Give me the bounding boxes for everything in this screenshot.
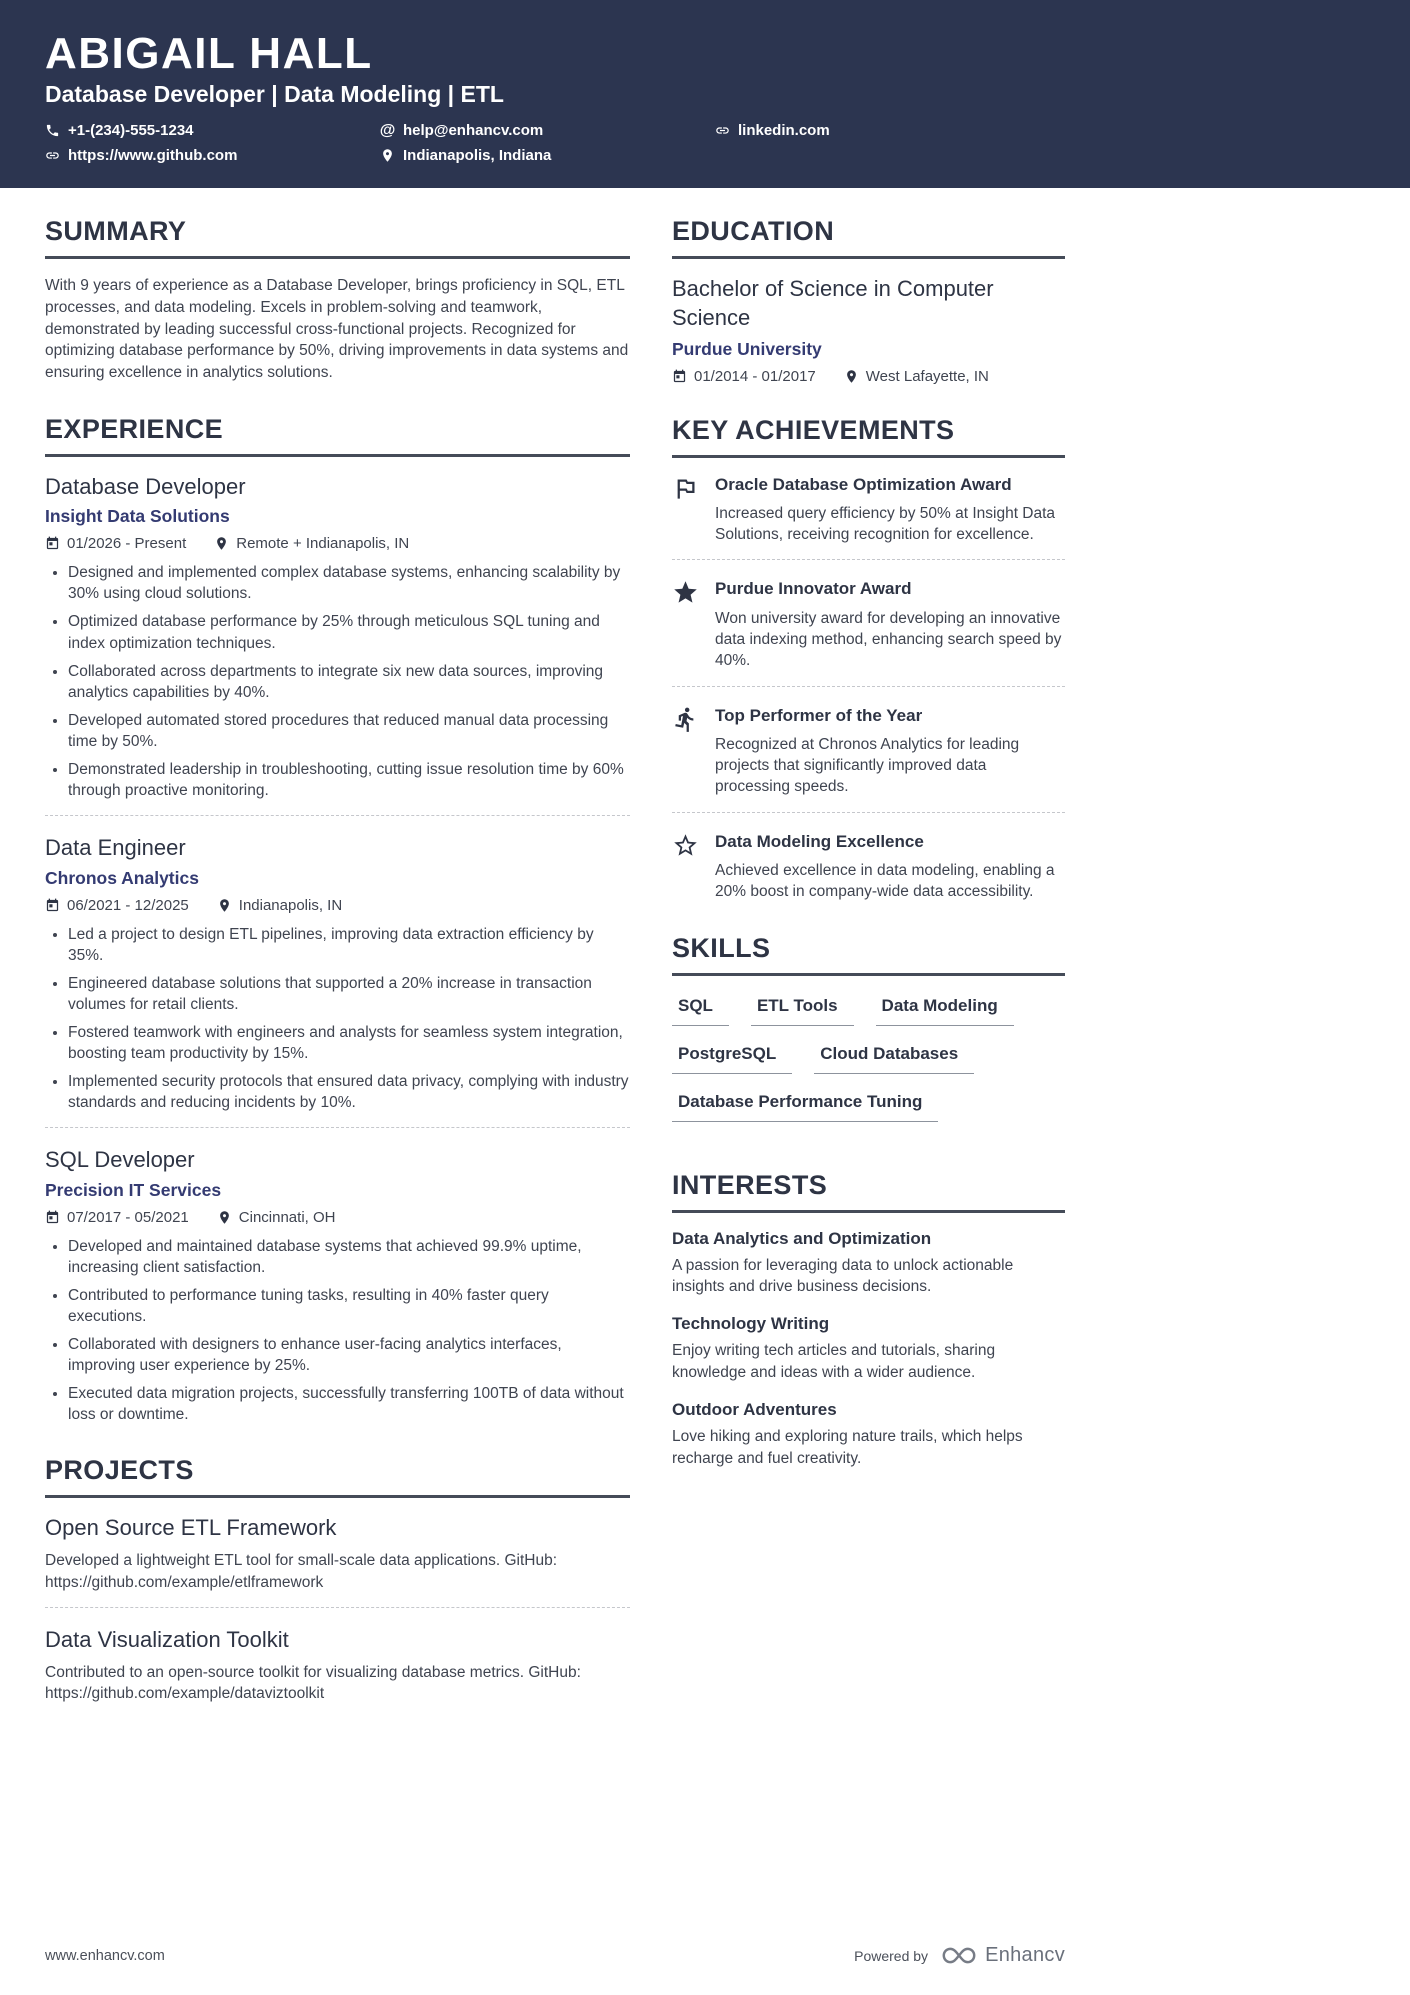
- powered-by: [854, 1944, 1065, 1967]
- achievement-description: Achieved excellence in data modeling, enabling a 20% boost in company-wide data accessibility.: [715, 861, 1055, 901]
- job-location: [217, 897, 342, 914]
- star-outline-icon: [672, 832, 699, 859]
- bullet-item: • Collaborated across departments to integrate six new data sources, improving analytics capabilities by 40%.: [68, 661, 630, 703]
- summary-text: With 9 years of experience as a Database Developer, brings proficiency in SQL, ETL processes, and data modeling. Excels in problem-solving and teamwork, demonstrated by leading successful cross-functional projects. Recognized for optimizing database performance by 50%, driving improvements in data systems and ensuring excellence in analytics solutions.: [45, 277, 629, 382]
- location-pin-icon: [217, 898, 232, 913]
- job-location-text: Indianapolis, IN: [238, 896, 343, 914]
- education-heading: EDUCATION: [672, 216, 1065, 259]
- date-range-text: 07/2017 - 05/2021: [67, 1208, 189, 1226]
- date-range-text: 06/2021 - 12/2025: [67, 896, 189, 914]
- contact-github[interactable]: [45, 147, 380, 164]
- dashed-divider: [45, 1607, 630, 1608]
- interest-item: [672, 1400, 1065, 1469]
- achievement-description: Increased query efficiency by 50% at Insight Data Solutions, receiving recognition for excellence.: [715, 504, 1056, 544]
- headline: Database Developer | Data Modeling | ETL: [45, 81, 504, 108]
- skills-heading: SKILLS: [672, 933, 1065, 976]
- contact-row: [45, 122, 1365, 164]
- job-bullets: [45, 924, 630, 1114]
- experience-item: [45, 834, 630, 1113]
- contact-phone[interactable]: [45, 122, 380, 139]
- infinity-icon: [940, 1945, 978, 1966]
- github-url: https://www.github.com: [68, 147, 238, 165]
- school-name: Purdue University: [672, 338, 822, 359]
- enhancv-logo[interactable]: [940, 1944, 1065, 1967]
- dashed-divider: [672, 812, 1065, 813]
- left-column: [45, 216, 630, 1735]
- bullet-item: • Developed automated stored procedures that reduced manual data processing time by 50%.: [68, 710, 630, 752]
- phone-icon: [45, 123, 60, 138]
- job-location-text: Remote + Indianapolis, IN: [236, 535, 410, 553]
- job-location: [214, 535, 409, 552]
- brand-name: Enhancv: [985, 1944, 1065, 1966]
- interest-description: Enjoy writing tech articles and tutorials, sharing knowledge and ideas with a wider audience.: [672, 1342, 996, 1381]
- education-section: [672, 216, 1065, 384]
- project-title: Data Visualization Toolkit: [45, 1627, 289, 1653]
- achievement-item: [672, 831, 1065, 903]
- interest-item: [672, 1229, 1065, 1298]
- interests-heading: INTERESTS: [672, 1170, 1065, 1213]
- school-location: [844, 368, 989, 385]
- company-name: Precision IT Services: [45, 1179, 222, 1200]
- achievement-body: [715, 831, 1065, 903]
- calendar-icon: [45, 1210, 60, 1225]
- bullet-item: • Implemented security protocols that ensured data privacy, complying with industry standards and reducing incidents by 10%.: [68, 1071, 630, 1113]
- experience-item: [45, 473, 630, 801]
- interests-section: [672, 1170, 1065, 1469]
- candidate-name: ABIGAIL HALL: [45, 29, 373, 78]
- interest-description: A passion for leveraging data to unlock actionable insights and drive business decisions.: [672, 1256, 1014, 1296]
- project-title: Open Source ETL Framework: [45, 1515, 337, 1541]
- resume-header: [0, 0, 1410, 188]
- projects-section: [45, 1455, 630, 1705]
- experience-section: [45, 414, 630, 1426]
- skills-section: [672, 933, 1065, 1140]
- project-item: [45, 1626, 630, 1705]
- powered-by-label: Powered by: [854, 1947, 929, 1964]
- skill-tag: SQL: [672, 996, 729, 1026]
- link-icon: [45, 148, 60, 163]
- date-range: [45, 1209, 189, 1226]
- date-range: [45, 535, 186, 552]
- achievement-body: [715, 705, 1065, 798]
- job-title: SQL Developer: [45, 1147, 195, 1173]
- dashed-divider: [45, 1127, 630, 1128]
- achievement-description: Won university award for developing an innovative data indexing method, enhancing search speed by 40%.: [715, 609, 1062, 670]
- skill-tag: Cloud Databases: [814, 1044, 974, 1074]
- achievement-item: [672, 578, 1065, 671]
- location-pin-icon: [217, 1210, 232, 1225]
- location-pin-icon: [380, 148, 395, 163]
- achievement-item: [672, 474, 1065, 546]
- location-text: Indianapolis, Indiana: [403, 147, 552, 165]
- contact-location: [380, 147, 715, 164]
- project-description: Contributed to an open-source toolkit for visualizing database metrics. GitHub: https://github.com/example/dataviztoolkit: [45, 1663, 581, 1703]
- dashed-divider: [672, 559, 1065, 560]
- page-footer: [45, 1944, 1065, 1967]
- job-location-text: Cincinnati, OH: [238, 1208, 336, 1226]
- dashed-divider: [672, 686, 1065, 687]
- job-meta: [45, 535, 630, 552]
- right-column: [672, 216, 1065, 1735]
- footer-site-link[interactable]: www.enhancv.com: [45, 1947, 165, 1964]
- project-item: [45, 1514, 630, 1593]
- bullet-item: • Optimized database performance by 25% through meticulous SQL tuning and index optimization techniques.: [68, 611, 630, 653]
- dashed-divider: [45, 815, 630, 816]
- interest-item: [672, 1314, 1065, 1383]
- skills-list: [672, 992, 1065, 1140]
- calendar-icon: [45, 898, 60, 913]
- interest-title: Technology Writing: [672, 1314, 830, 1334]
- interest-title: Data Analytics and Optimization: [672, 1228, 932, 1248]
- interest-description: Love hiking and exploring nature trails, which helps recharge and fuel creativity.: [672, 1428, 1023, 1467]
- email-address: help@enhancv.com: [403, 122, 544, 140]
- achievement-item: [672, 705, 1065, 798]
- job-bullets: [45, 562, 630, 801]
- calendar-icon: [672, 369, 687, 384]
- calendar-icon: [45, 536, 60, 551]
- resume-body: [0, 188, 1065, 1735]
- linkedin-url: linkedin.com: [738, 122, 830, 140]
- achievement-body: [715, 578, 1065, 671]
- job-meta: [45, 897, 630, 914]
- bullet-item: • Developed and maintained database systems that achieved 99.9% uptime, increasing client satisfaction.: [68, 1236, 630, 1278]
- achievement-title: Purdue Innovator Award: [715, 579, 912, 599]
- bullet-item: • Engineered database solutions that supported a 20% increase in transaction volumes for retail clients.: [68, 973, 630, 1015]
- achievement-title: Data Modeling Excellence: [715, 831, 924, 851]
- summary-section: [45, 216, 630, 383]
- runner-icon: [672, 706, 699, 733]
- company-name: Chronos Analytics: [45, 867, 199, 888]
- job-location: [217, 1209, 336, 1226]
- phone-number: +1-(234)-555-1234: [68, 122, 194, 140]
- bullet-item: • Demonstrated leadership in troubleshooting, cutting issue resolution time by 60% through proactive monitoring.: [68, 759, 630, 801]
- job-bullets: [45, 1236, 630, 1426]
- skill-tag: Database Performance Tuning: [672, 1092, 938, 1122]
- achievement-title: Oracle Database Optimization Award: [715, 474, 1012, 494]
- date-range: [672, 368, 816, 385]
- skill-tag: Data Modeling: [876, 996, 1014, 1026]
- bullet-item: • Contributed to performance tuning tasks, resulting in 40% faster query executions.: [68, 1285, 630, 1327]
- contact-linkedin[interactable]: [715, 122, 1065, 139]
- school-location-text: West Lafayette, IN: [865, 367, 989, 385]
- job-title: Data Engineer: [45, 835, 186, 861]
- projects-heading: PROJECTS: [45, 1455, 630, 1498]
- contact-email[interactable]: [380, 122, 715, 139]
- achievement-title: Top Performer of the Year: [715, 705, 923, 725]
- achievement-description: Recognized at Chronos Analytics for leading projects that significantly improved data processing speeds.: [715, 735, 1020, 796]
- star-icon: [672, 579, 699, 606]
- date-range: [45, 897, 189, 914]
- experience-heading: EXPERIENCE: [45, 414, 630, 457]
- summary-heading: SUMMARY: [45, 216, 630, 259]
- experience-item: [45, 1146, 630, 1425]
- job-title: Database Developer: [45, 473, 246, 499]
- job-meta: [45, 1209, 630, 1226]
- bullet-item: • Collaborated with designers to enhance user-facing analytics interfaces, improving user experience by 25%.: [68, 1334, 630, 1376]
- skill-tag: PostgreSQL: [672, 1044, 792, 1074]
- flag-icon: [672, 475, 699, 502]
- bullet-item: • Led a project to design ETL pipelines, improving data extraction efficiency by 35%.: [68, 924, 630, 966]
- bullet-item: • Designed and implemented complex database systems, enhancing scalability by 30% using cloud solutions.: [68, 562, 630, 604]
- achievements-heading: KEY ACHIEVEMENTS: [672, 415, 1065, 458]
- company-name: Insight Data Solutions: [45, 506, 230, 527]
- location-pin-icon: [844, 369, 859, 384]
- location-pin-icon: [214, 536, 229, 551]
- achievement-body: [715, 474, 1065, 546]
- date-range-text: 01/2026 - Present: [67, 535, 187, 553]
- degree-title: Bachelor of Science in Computer Science: [672, 276, 994, 330]
- date-range-text: 01/2014 - 01/2017: [694, 367, 816, 385]
- at-icon: @: [379, 121, 396, 139]
- education-meta: [672, 368, 1065, 385]
- project-description: Developed a lightweight ETL tool for small-scale data applications. GitHub: https://github.com/example/etlframework: [45, 1551, 558, 1591]
- skill-tag: ETL Tools: [751, 996, 854, 1026]
- bullet-item: • Fostered teamwork with engineers and analysts for seamless system integration, boosting team productivity by 15%.: [68, 1022, 630, 1064]
- achievements-section: [672, 415, 1065, 903]
- interest-title: Outdoor Adventures: [672, 1400, 837, 1420]
- link-icon: [715, 123, 730, 138]
- bullet-item: • Executed data migration projects, successfully transferring 100TB of data without loss or downtime.: [68, 1383, 630, 1425]
